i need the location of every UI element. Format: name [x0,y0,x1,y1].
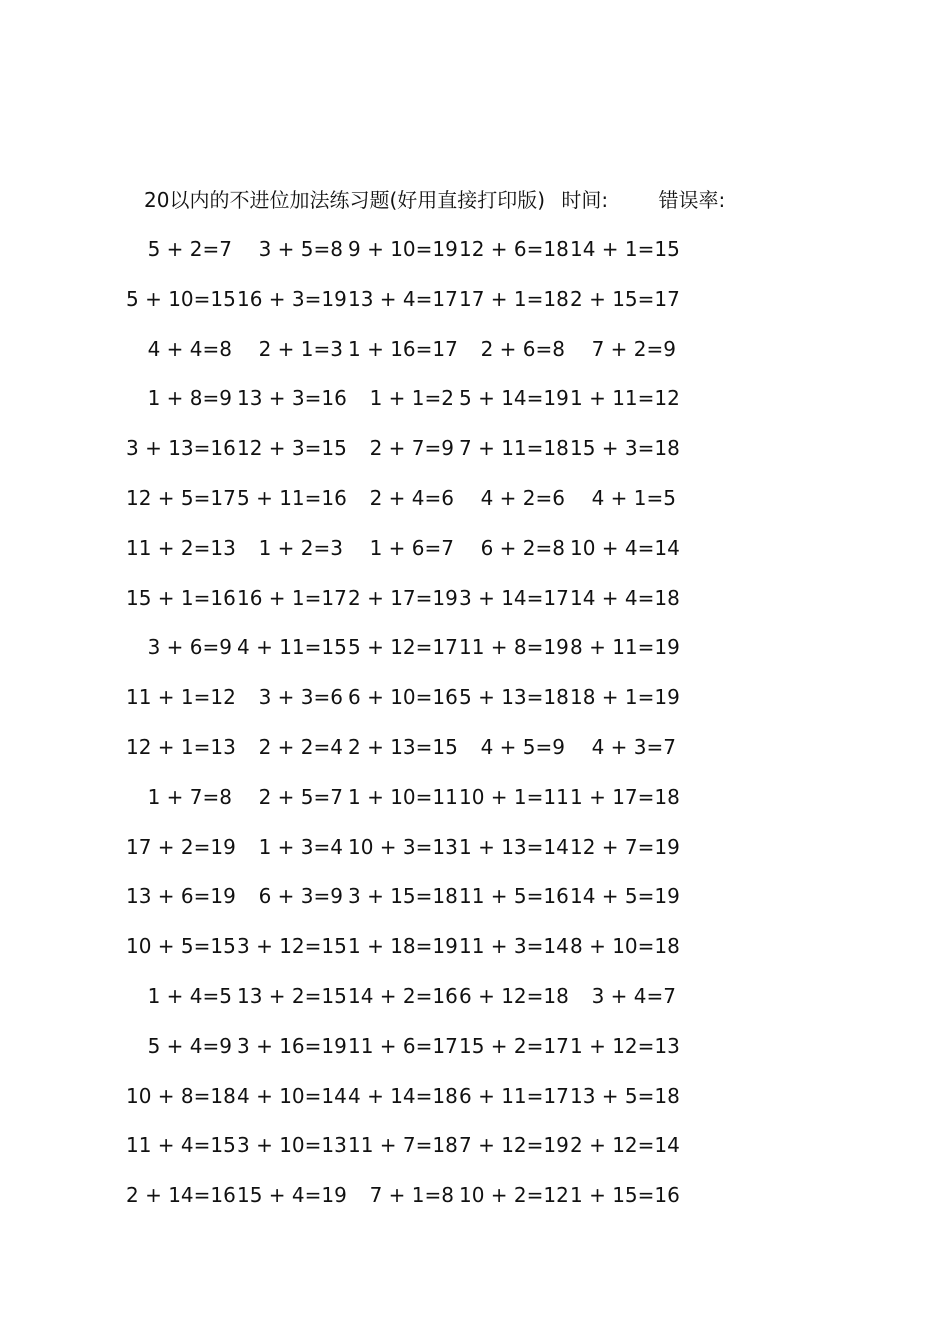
exercise-grid [126,234,846,1230]
exercise-item: 9 + 10=19 [348,237,458,261]
exercise-item: 6 + 12=18 [459,983,569,1008]
exercise-item: 11 + 2=13 [126,535,236,560]
exercise-item: 4 + 1=5 [591,485,676,510]
exercise-item: 2 + 14=16 [126,1183,236,1208]
exercise-item: 2 + 4=6 [369,485,454,510]
exercise-item: 7 + 1=8 [369,1183,454,1208]
exercise-item: 1 + 18=19 [348,934,458,959]
exercise-item: 14 + 4=18 [570,585,680,610]
exercise-item: 13 + 6=19 [126,884,236,909]
exercise-item: 2 + 6=8 [480,336,565,361]
exercise-item: 11 + 1=12 [126,685,236,710]
exercise-item: 1 + 3=4 [258,834,343,859]
error-rate-label: 错误率: [658,188,726,212]
exercise-item: 13 + 3=16 [237,386,347,411]
exercise-item: 1 + 15=16 [570,1183,680,1208]
exercise-item: 11 + 4=15 [126,1133,236,1158]
exercise-item: 4 + 11=15 [237,635,347,660]
exercise-item: 7 + 12=19 [459,1133,569,1158]
exercise-row [146,334,846,384]
exercise-item: 10 + 8=18 [126,1083,236,1108]
exercise-item: 14 + 5=19 [570,884,680,909]
exercise-item: 1 + 4=5 [147,983,232,1008]
exercise-item: 3 + 4=7 [591,983,676,1008]
exercise-item: 2 + 15=17 [570,286,680,311]
exercise-item: 2 + 5=7 [258,784,343,809]
exercise-item: 3 + 16=19 [237,1033,347,1058]
exercise-item: 4 + 14=18 [348,1083,458,1108]
exercise-item: 10 + 5=15 [126,934,236,959]
exercise-item: 12 + 5=17 [126,485,236,510]
exercise-item: 14 + 2=16 [348,983,458,1008]
exercise-item: 12 + 1=13 [126,734,236,759]
exercise-item: 3 + 10=13 [237,1133,347,1158]
exercise-row [146,1031,846,1081]
exercise-row [146,383,846,433]
exercise-row [126,1130,846,1180]
exercise-item: 14 + 1=15 [570,237,680,261]
exercise-item: 4 + 10=14 [237,1083,347,1108]
exercise-item: 7 + 2=9 [591,336,676,361]
exercise-item: 6 + 3=9 [258,884,343,909]
exercise-item: 1 + 8=9 [147,386,232,411]
time-label: 时间: [561,188,609,212]
exercise-row [126,433,846,483]
exercise-item: 5 + 2=7 [147,237,232,261]
exercise-item: 13 + 4=17 [348,286,458,311]
exercise-item: 13 + 5=18 [570,1083,680,1108]
exercise-item: 7 + 11=18 [459,436,569,461]
exercise-item: 4 + 2=6 [480,485,565,510]
exercise-item: 2 + 2=4 [258,734,343,759]
worksheet-title: 20以内的不进位加法练习题(好用直接打印版) [144,188,546,212]
exercise-item: 4 + 4=8 [147,336,232,361]
exercise-row [126,483,846,533]
exercise-item: 15 + 4=19 [237,1183,347,1208]
exercise-item: 8 + 11=19 [570,635,680,660]
exercise-item: 10 + 4=14 [570,535,680,560]
exercise-item: 16 + 1=17 [237,585,347,610]
worksheet-header [144,186,725,214]
exercise-row [126,931,846,981]
exercise-item: 4 + 3=7 [591,734,676,759]
exercise-item: 1 + 1=2 [369,386,454,411]
exercise-row [146,782,846,832]
exercise-item: 15 + 1=16 [126,585,236,610]
exercise-row [126,832,846,882]
exercise-item: 5 + 4=9 [147,1033,232,1058]
exercise-item: 15 + 2=17 [459,1033,569,1058]
exercise-item: 5 + 14=19 [459,386,569,411]
exercise-row [126,682,846,732]
exercise-item: 3 + 5=8 [258,237,343,261]
exercise-row [146,234,846,284]
exercise-item: 3 + 3=6 [258,685,343,710]
exercise-item: 6 + 10=16 [348,685,458,710]
exercise-item: 3 + 14=17 [459,585,569,610]
exercise-item: 1 + 12=13 [570,1033,680,1058]
exercise-item: 3 + 6=9 [147,635,232,660]
exercise-row [126,533,846,583]
exercise-row [126,881,846,931]
exercise-item: 10 + 2=12 [459,1183,569,1208]
exercise-item: 11 + 8=19 [459,635,569,660]
exercise-item: 3 + 15=18 [348,884,458,909]
exercise-row [126,1180,846,1230]
exercise-row [126,284,846,334]
exercise-item: 5 + 12=17 [348,635,458,660]
exercise-item: 5 + 13=18 [459,685,569,710]
exercise-item: 15 + 3=18 [570,436,680,461]
exercise-item: 6 + 2=8 [480,535,565,560]
exercise-item: 11 + 6=17 [348,1033,458,1058]
exercise-item: 2 + 17=19 [348,585,458,610]
exercise-item: 13 + 2=15 [237,983,347,1008]
exercise-item: 1 + 17=18 [570,784,680,809]
exercise-item: 2 + 13=15 [348,734,458,759]
exercise-item: 1 + 16=17 [348,336,458,361]
exercise-item: 4 + 5=9 [480,734,565,759]
exercise-item: 2 + 7=9 [369,436,454,461]
exercise-item: 10 + 3=13 [348,834,458,859]
exercise-row [126,583,846,633]
exercise-item: 10 + 1=11 [459,784,569,809]
exercise-item: 2 + 12=14 [570,1133,680,1158]
exercise-item: 3 + 12=15 [237,934,347,959]
exercise-item: 17 + 2=19 [126,834,236,859]
exercise-item: 1 + 2=3 [258,535,343,560]
exercise-item: 5 + 10=15 [126,286,236,311]
exercise-item: 8 + 10=18 [570,934,680,959]
exercise-item: 1 + 6=7 [369,535,454,560]
exercise-item: 17 + 1=18 [459,286,569,311]
exercise-item: 12 + 7=19 [570,834,680,859]
exercise-item: 18 + 1=19 [570,685,680,710]
exercise-item: 1 + 10=11 [348,784,458,809]
exercise-row [126,732,846,782]
exercise-row [146,632,846,682]
exercise-item: 16 + 3=19 [237,286,347,311]
exercise-item: 5 + 11=16 [237,485,347,510]
exercise-item: 6 + 11=17 [459,1083,569,1108]
exercise-item: 3 + 13=16 [126,436,236,461]
exercise-item: 11 + 5=16 [459,884,569,909]
exercise-item: 1 + 7=8 [147,784,232,809]
exercise-item: 1 + 11=12 [570,386,680,411]
exercise-item: 12 + 6=18 [459,237,569,261]
exercise-item: 12 + 3=15 [237,436,347,461]
exercise-item: 2 + 1=3 [258,336,343,361]
exercise-item: 11 + 3=14 [459,934,569,959]
exercise-item: 11 + 7=18 [348,1133,458,1158]
exercise-row [146,981,846,1031]
exercise-item: 1 + 13=14 [459,834,569,859]
exercise-row [126,1081,846,1131]
